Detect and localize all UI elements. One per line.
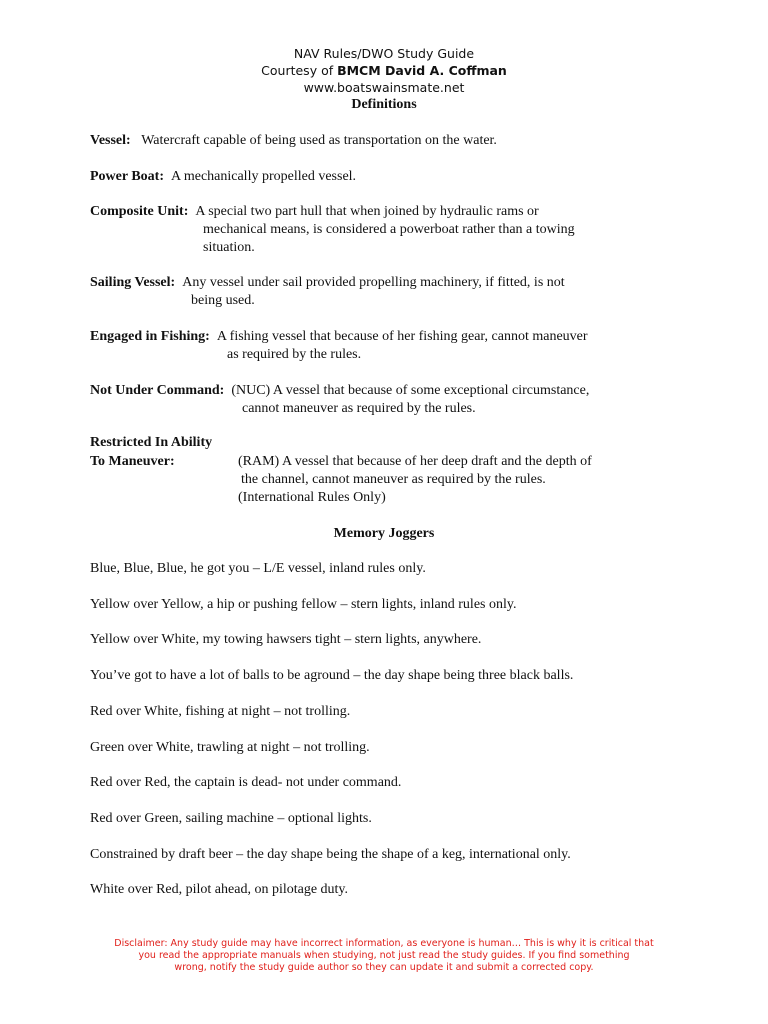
definition-sailing-vessel-line2: being used. [191, 293, 255, 308]
jogger-item: Yellow over Yellow, a hip or pushing fellow – stern lights, inland rules only. [90, 597, 517, 612]
term-not-under-command: Not Under Command: [90, 383, 225, 398]
definition-composite-unit [90, 203, 539, 221]
definition-restricted-line2: the channel, cannot maneuver as required by the rules. [241, 472, 546, 487]
jogger-item: Yellow over White, my towing hawsers tight – stern lights, anywhere. [90, 632, 482, 647]
disclaimer-line2: you read the appropriate manuals when studying, not just read the study guides. If you find something [138, 950, 630, 961]
definition-not-under-command [90, 382, 589, 400]
definition-composite-unit-line2: mechanical means, is considered a powerboat rather than a towing [203, 222, 575, 237]
definition-composite-unit-line3: situation. [203, 240, 255, 255]
website-link[interactable]: www.boatswainsmate.net [303, 80, 465, 95]
jogger-item: Red over White, fishing at night – not trolling. [90, 704, 351, 719]
memory-joggers-heading: Memory Joggers [333, 526, 435, 541]
term-engaged-in-fishing: Engaged in Fishing: [90, 329, 210, 344]
definition-not-under-command-line2: cannot maneuver as required by the rules. [242, 401, 476, 416]
courtesy-prefix: Courtesy of [261, 63, 338, 78]
jogger-item: Red over Green, sailing machine – optional lights. [90, 811, 372, 826]
term-restricted-line2: To Maneuver: [90, 454, 175, 469]
jogger-item: White over Red, pilot ahead, on pilotage duty. [90, 882, 349, 897]
definition-power-boat-text: A mechanically propelled vessel. [171, 169, 357, 184]
term-vessel: Vessel: [90, 133, 131, 148]
jogger-item: Constrained by draft beer – the day shape being the shape of a keg, international only. [90, 847, 571, 862]
definition-vessel-text: Watercraft capable of being used as transportation on the water. [141, 133, 497, 148]
definition-engaged-in-fishing [90, 328, 588, 346]
definition-composite-unit-line1: A special two part hull that when joined by hydraulic rams or [195, 204, 539, 219]
jogger-item: Blue, Blue, Blue, he got you – L/E vessel, inland rules only. [90, 561, 426, 576]
term-power-boat: Power Boat: [90, 169, 164, 184]
definitions-heading: Definitions [351, 97, 417, 112]
author-name: BMCM David A. Coffman [337, 63, 507, 78]
disclaimer-line1: Disclaimer: Any study guide may have incorrect information, as everyone is human… This is why it is critical that [114, 938, 654, 949]
jogger-item: You’ve got to have a lot of balls to be aground – the day shape being three black balls. [90, 668, 574, 683]
jogger-item: Green over White, trawling at night – not trolling. [90, 740, 370, 755]
definition-sailing-vessel [90, 274, 565, 292]
term-composite-unit: Composite Unit: [90, 204, 189, 219]
definition-restricted-line1: (RAM) A vessel that because of her deep draft and the depth of [238, 454, 592, 469]
definition-not-under-command-line1: (NUC) A vessel that because of some exceptional circumstance, [231, 383, 590, 398]
guide-title: NAV Rules/DWO Study Guide [293, 46, 475, 61]
definition-restricted-line3: (International Rules Only) [238, 490, 386, 505]
disclaimer-line3: wrong, notify the study guide author so they can update it and submit a corrected copy. [174, 962, 594, 973]
jogger-item: Red over Red, the captain is dead- not under command. [90, 775, 402, 790]
term-sailing-vessel: Sailing Vessel: [90, 275, 176, 290]
disclaimer [80, 938, 688, 974]
definition-engaged-in-fishing-line1: A fishing vessel that because of her fishing gear, cannot maneuver [216, 329, 588, 344]
courtesy-line [0, 63, 768, 79]
definition-engaged-in-fishing-line2: as required by the rules. [227, 347, 362, 362]
definition-vessel [90, 132, 497, 150]
definition-power-boat [90, 168, 356, 186]
definition-sailing-vessel-line1: Any vessel under sail provided propelling machinery, if fitted, is not [182, 275, 565, 290]
term-restricted-line1: Restricted In Ability [90, 435, 213, 450]
